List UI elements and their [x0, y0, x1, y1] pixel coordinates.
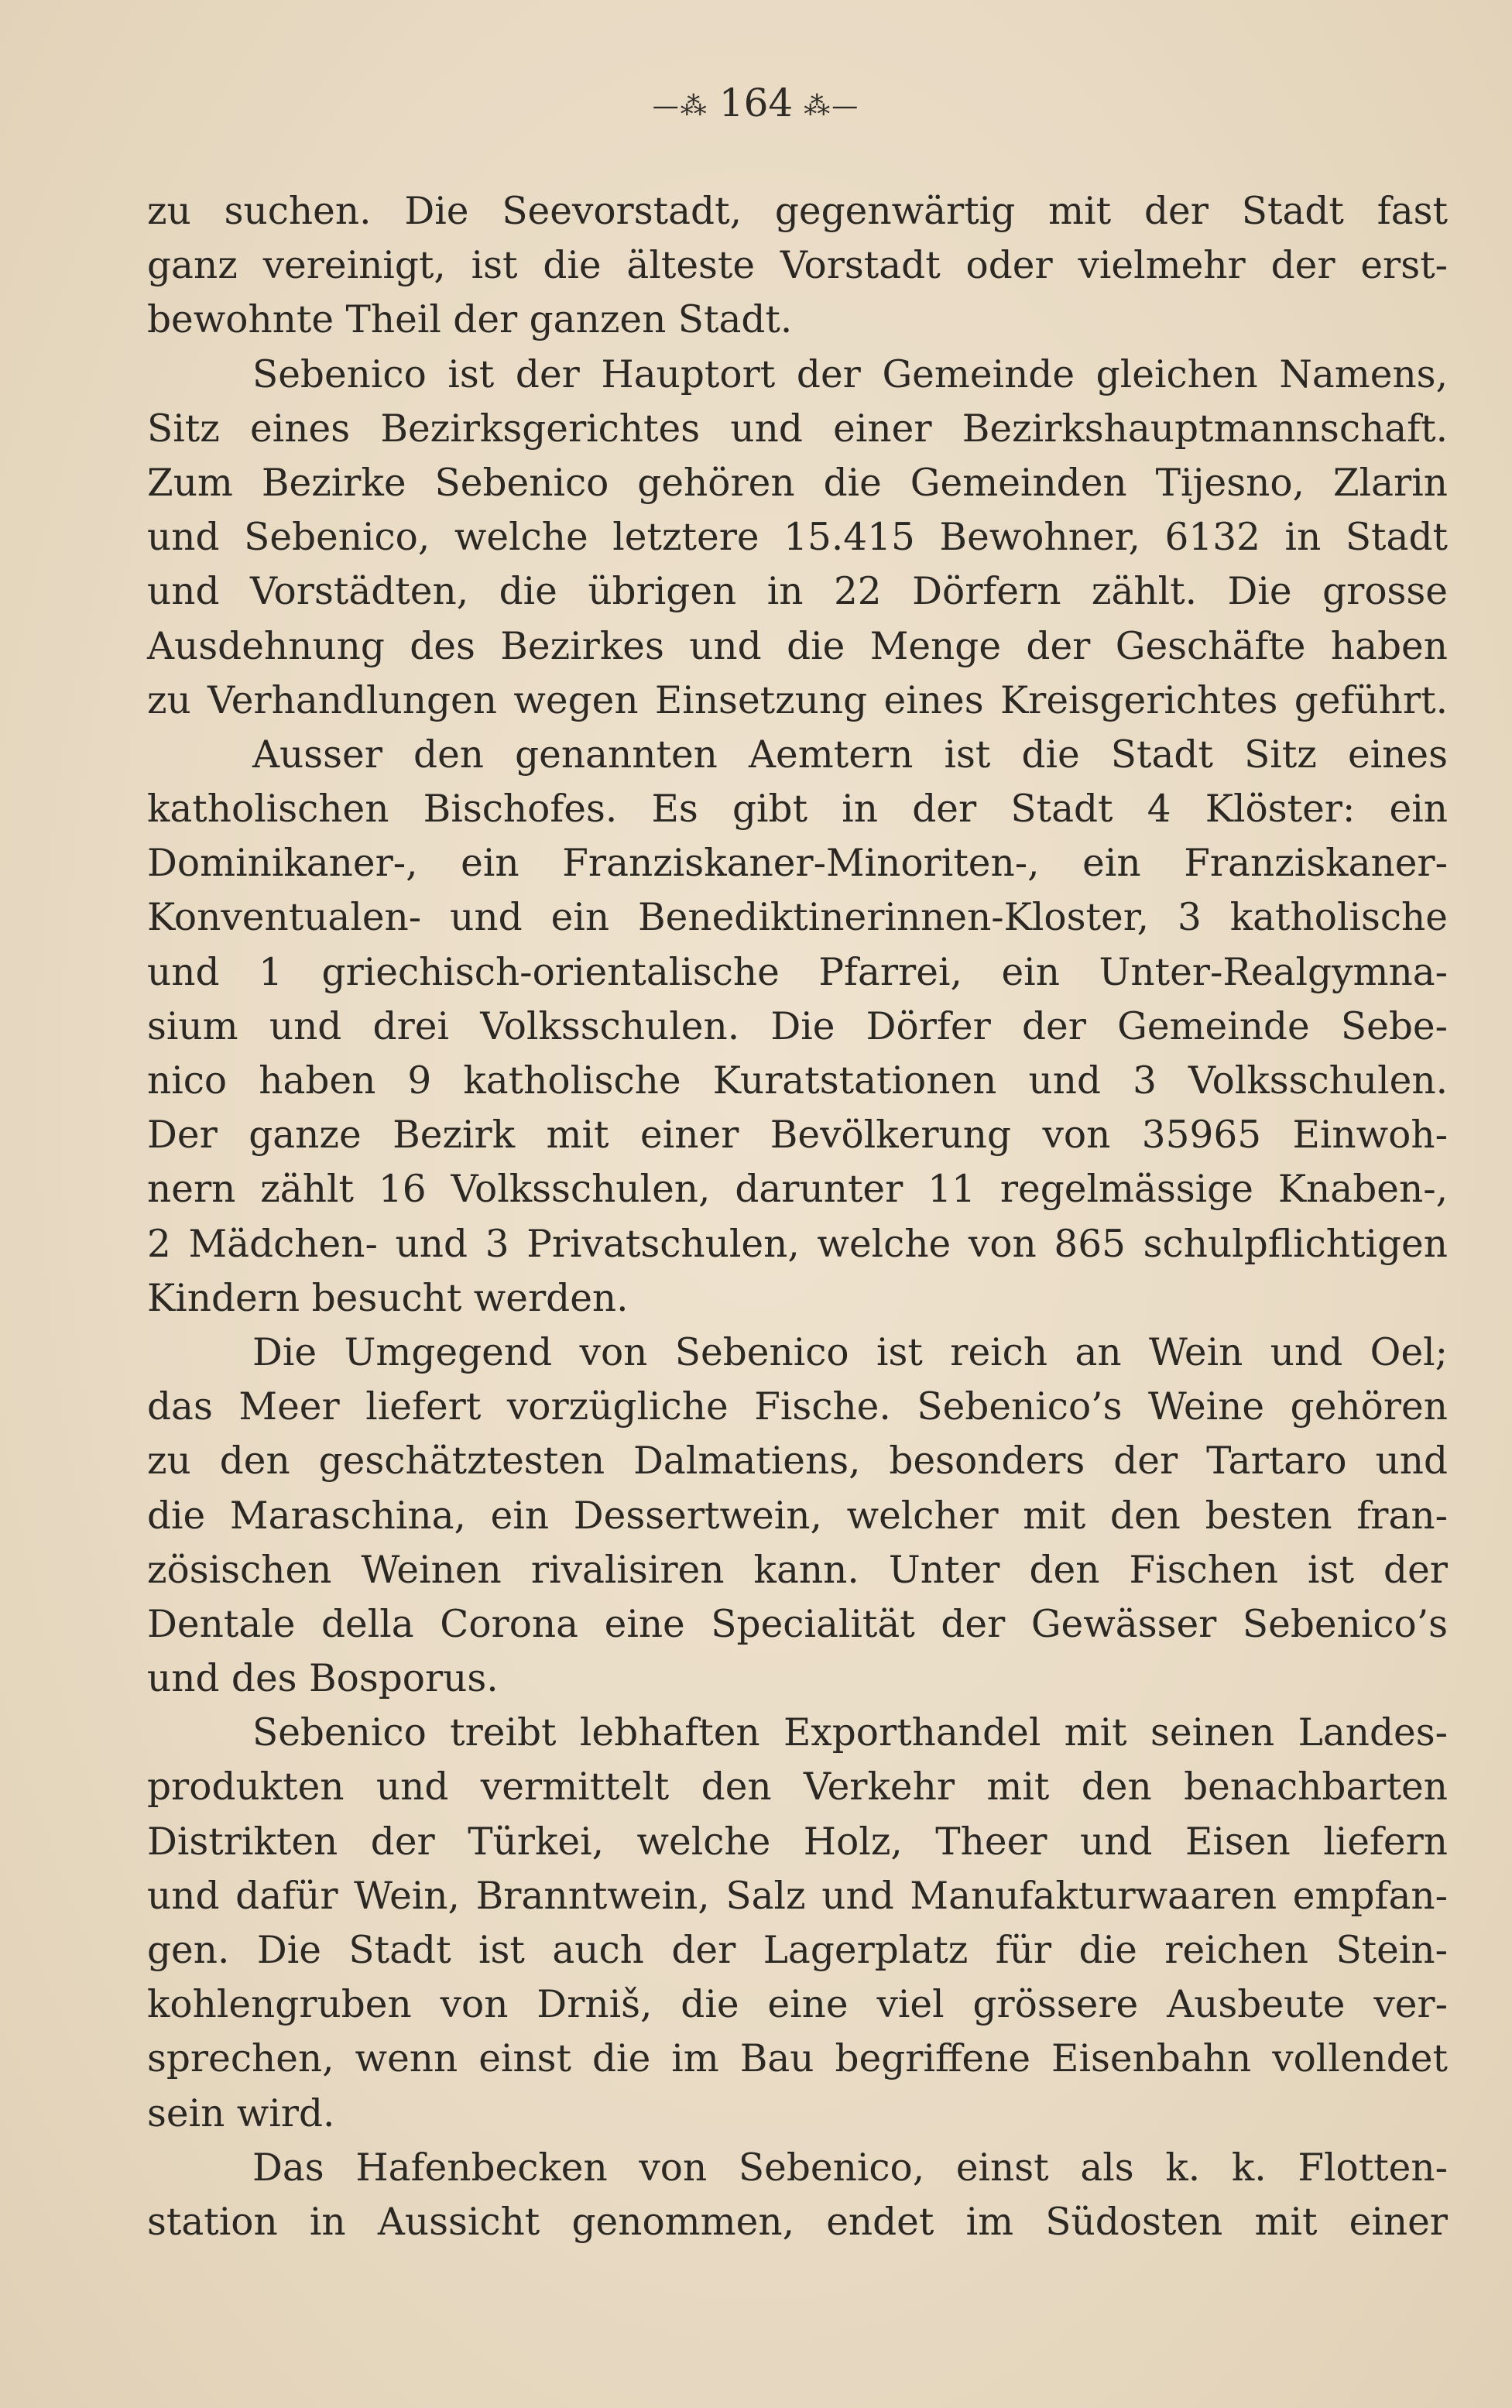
text-line: bewohnte Theil der ganzen Stadt.: [147, 298, 793, 342]
text-line: das Meer liefert vorzügliche Fische. Sebenico’s Weine gehören: [147, 1385, 1448, 1429]
text-line: und des Bosporus.: [147, 1657, 499, 1701]
text-line: die Maraschina, ein Dessertwein, welcher mit den besten fran-: [147, 1494, 1448, 1538]
text-line: produkten und vermittelt den Verkehr mit den benachbarten: [147, 1765, 1448, 1809]
text-line: station in Aussicht genommen, endet im Südosten mit einer: [147, 2200, 1448, 2244]
text-line: gen. Die Stadt ist auch der Lagerplatz für die reichen Stein-: [147, 1929, 1448, 1972]
text-line: nern zählt 16 Volksschulen, darunter 11 regelmässige Knaben-,: [147, 1168, 1448, 1212]
text-line: und dafür Wein, Branntwein, Salz und Manufakturwaaren empfan-: [147, 1874, 1448, 1918]
text-line: 2 Mädchen- und 3 Privatschulen, welche von 865 schulpflichtigen: [147, 1222, 1448, 1266]
text-line: und 1 griechisch-orientalische Pfarrei, ein Unter-Realgymna-: [147, 950, 1448, 994]
page-number: 164: [718, 81, 794, 125]
text-line: Das Hafenbecken von Sebenico, einst als k. k. Flotten-: [252, 2146, 1448, 2190]
text-line: zu suchen. Die Seevorstadt, gegenwärtig mit der Stadt fast: [147, 190, 1448, 233]
text-line: sium und drei Volksschulen. Die Dörfer der Gemeinde Sebe-: [147, 1004, 1448, 1048]
text-line: Ausdehnung des Bezirkes und die Menge der Geschäfte haben: [147, 624, 1448, 668]
text-line: Dentale della Corona eine Specialität der Gewässer Sebenico’s: [147, 1602, 1448, 1646]
page-header: [0, 81, 1512, 125]
text-line: zu Verhandlungen wegen Einsetzung eines Kreisgerichtes geführt.: [147, 678, 1448, 722]
text-line: Sebenico treibt lebhaften Exporthandel mit seinen Landes-: [252, 1711, 1448, 1755]
text-line: und Sebenico, welche letztere 15.415 Bewohner, 6132 in Stadt: [147, 516, 1448, 560]
text-line: sprechen, wenn einst die im Bau begriffene Eisenbahn vollendet: [147, 2037, 1448, 2081]
text-line: Dominikaner-, ein Franziskaner-Minoriten-, ein Franziskaner-: [147, 842, 1448, 886]
ornament-left-icon: —⁂: [652, 91, 708, 122]
text-line: zösischen Weinen rivalisiren kann. Unter den Fischen ist der: [147, 1548, 1448, 1592]
text-line: kohlengruben von Drniš, die eine viel grössere Ausbeute ver-: [147, 1983, 1448, 2027]
text-line: katholischen Bischofes. Es gibt in der Stadt 4 Klöster: ein: [147, 787, 1448, 832]
text-line: nico haben 9 katholische Kuratstationen und 3 Volksschulen.: [147, 1059, 1448, 1103]
text-line: ganz vereinigt, ist die älteste Vorstadt oder vielmehr der erst-: [147, 244, 1448, 288]
text-line: sein wird.: [147, 2091, 335, 2135]
text-line: Die Umgegend von Sebenico ist reich an Wein und Oel;: [252, 1330, 1448, 1374]
text-line: Sitz eines Bezirksgerichtes und einer Bezirkshauptmannschaft.: [147, 406, 1448, 451]
ornament-right-icon: ⁂—: [804, 91, 860, 122]
text-line: Kindern besucht werden.: [147, 1276, 629, 1320]
text-line: Distrikten der Türkei, welche Holz, Theer und Eisen liefern: [147, 1820, 1448, 1864]
body-text: [147, 184, 1448, 2249]
text-line: zu den geschätztesten Dalmatiens, besonders der Tartaro und: [147, 1439, 1448, 1484]
text-line: und Vorstädten, die übrigen in 22 Dörfern zählt. Die grosse: [147, 570, 1448, 614]
text-line: Sebenico ist der Hauptort der Gemeinde gleichen Namens,: [252, 352, 1448, 396]
text-line: Ausser den genannten Aemtern ist die Stadt Sitz eines: [252, 732, 1448, 777]
text-line: Zum Bezirke Sebenico gehören die Gemeinden Tijesno, Zlarin: [147, 461, 1448, 505]
text-line: Der ganze Bezirk mit einer Bevölkerung von 35965 Einwoh-: [147, 1113, 1448, 1158]
text-line: Konventualen- und ein Benediktinerinnen-Kloster, 3 katholische: [147, 896, 1448, 940]
